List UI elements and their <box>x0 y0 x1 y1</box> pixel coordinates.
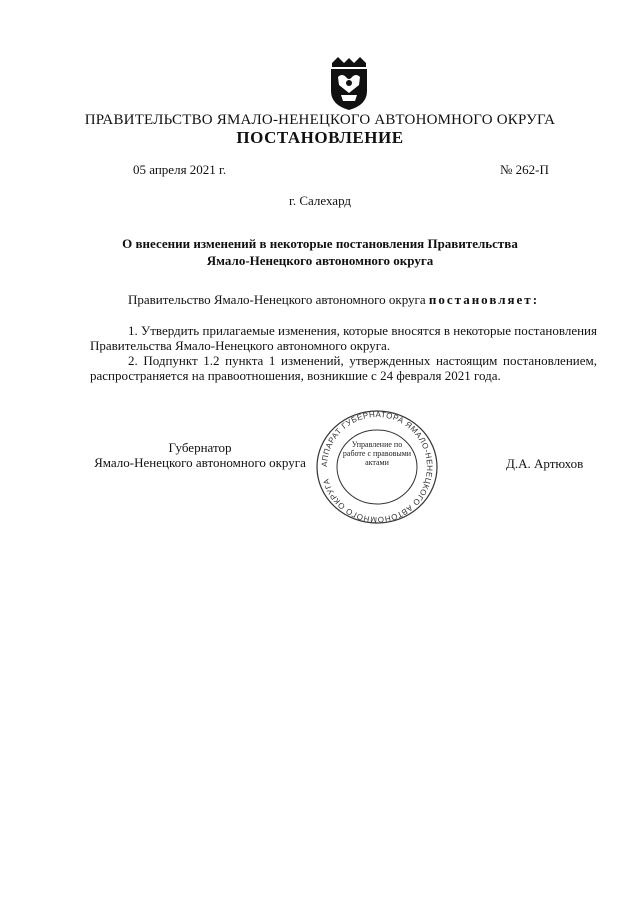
document-type-title: ПОСТАНОВЛЕНИЕ <box>236 128 404 147</box>
preamble-emphasis: постановляет: <box>428 292 540 307</box>
preamble-text: Правительство Ямало-Ненецкого автономного округа <box>128 292 426 307</box>
preamble <box>128 292 539 308</box>
signatory-position-line1: Губернатор <box>168 440 232 455</box>
document-date: 05 апреля 2021 г. <box>133 162 227 177</box>
document-number: № 262-П <box>500 162 549 177</box>
coat-of-arms-icon <box>326 55 372 111</box>
official-stamp-icon <box>313 408 441 526</box>
document-subject: О внесении изменений в некоторые постановления Правительства Ямало-Ненецкого автономного округа <box>122 236 518 268</box>
paragraph-1: 1. Утвердить прилагаемые изменения, которые вносятся в некоторые постановления Правительства Ямало-Ненецкого автономного округа. <box>90 323 597 353</box>
paragraph-2: 2. Подпункт 1.2 пункта 1 изменений, утвержденных настоящим постановлением, распространяется на правоотношения, возникшие с 24 февраля 2021 года. <box>90 353 597 383</box>
signatory-position <box>90 440 310 470</box>
signatory-position-line2: Ямало-Ненецкого автономного округа <box>94 455 306 470</box>
government-name: ПРАВИТЕЛЬСТВО ЯМАЛО-НЕНЕЦКОГО АВТОНОМНОГО ОКРУГА <box>84 112 556 128</box>
stamp-center-text: Управление по работе с правовыми актами <box>342 440 412 467</box>
signatory-name: Д.А. Артюхов <box>506 456 584 471</box>
stamp-ring-text: АППАРАТ ГУБЕРНАТОРА ЯМАЛО-НЕНЕЦКОГО АВТОНОМНОГО ОКРУГА <box>319 409 435 525</box>
document-city: г. Салехард <box>288 193 352 208</box>
